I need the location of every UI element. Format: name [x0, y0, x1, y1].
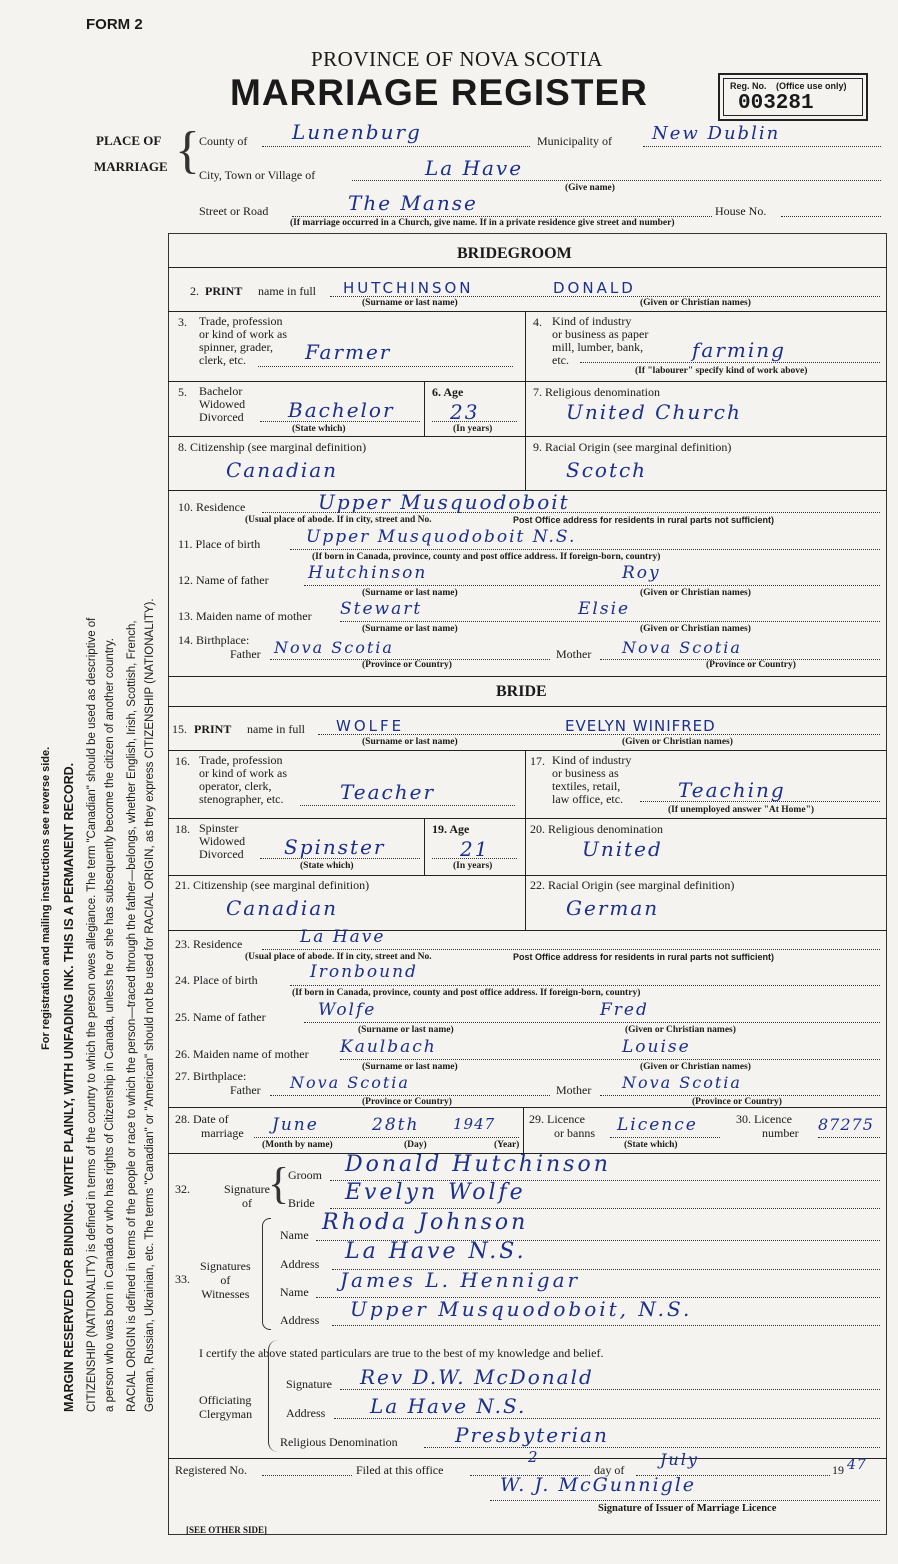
groom-father-surname-note: (Surname or last name): [362, 588, 458, 598]
filed-year-prefix: 19: [832, 1463, 844, 1477]
groom-surname: HUTCHINSON: [343, 279, 474, 297]
margin-instructions: For registration and mailing instructions see reverse side.: [40, 746, 52, 1050]
groom-signature: Donald Hutchinson: [345, 1152, 611, 1177]
groom-father-birth: Nova Scotia: [274, 638, 394, 657]
officiating-label: [199, 1393, 252, 1421]
county-value: Lunenburg: [292, 120, 422, 144]
month-note: (Month by name): [262, 1140, 333, 1150]
f29-line: or banns: [554, 1126, 595, 1140]
bride-mother-surname: Kaulbach: [340, 1037, 437, 1057]
municipality-value: New Dublin: [652, 123, 781, 144]
groom-f13-label: 13. Maiden name of mother: [178, 609, 312, 623]
bride-mother-prov-note: (Province or Country): [692, 1097, 782, 1107]
bride-f15-label: name in full: [247, 722, 305, 736]
f28-line: marriage: [201, 1126, 244, 1140]
bride-f19-label: 19. Age: [432, 822, 470, 836]
groom-heading: BRIDEGROOM: [457, 245, 572, 262]
bride-f24-label: 24. Place of birth: [175, 973, 258, 987]
groom-f4-note: (If "labourer" specify kind of work above): [635, 366, 808, 376]
f28-line: 28. Date of: [175, 1112, 229, 1126]
form-label: FORM 2: [86, 16, 143, 33]
f30-line: 30. Licence: [736, 1112, 792, 1126]
groom-f4-line: or business as paper: [552, 327, 649, 341]
officiating-line: Officiating: [199, 1393, 252, 1407]
bride-residence-note: (Usual place of abode. If in city, street and No.: [245, 952, 432, 962]
bride-industry: Teaching: [678, 778, 786, 802]
bride-f17-note: (If unemployed answer "At Home"): [668, 805, 815, 815]
clergy-brace: [268, 1340, 287, 1452]
bride-f17-line: Kind of industry: [552, 753, 632, 767]
groom-sig-label: Groom: [288, 1168, 322, 1182]
bride-father-given-note: (Given or Christian names): [625, 1025, 736, 1035]
bride-mother-given-note: (Given or Christian names): [640, 1062, 751, 1072]
f30-label: [736, 1112, 799, 1140]
bride-f26-label: 26. Maiden name of mother: [175, 1047, 309, 1061]
bride-mother-birth-label: Mother: [556, 1083, 592, 1097]
bride-racial: German: [566, 896, 660, 920]
bride-f18-line: Divorced: [199, 847, 244, 861]
city-value: La Have: [425, 156, 524, 180]
groom-religion: United Church: [566, 400, 742, 424]
groom-age: 23: [450, 400, 480, 424]
marriage-year: 1947: [453, 1115, 496, 1133]
groom-trade: Farmer: [305, 340, 392, 364]
bride-birthplace: Ironbound: [310, 962, 418, 982]
bride-f16-line: or kind of work as: [199, 766, 287, 780]
bride-father-prov-note: (Province or Country): [362, 1097, 452, 1107]
margin-citizenship-2: a person who was born in Canada or who has rights of Citizenship in Canada, unless he or she has subsequently become the citizen of another country.: [104, 638, 116, 1412]
reg-no-note: (Office use only): [776, 81, 847, 91]
place-heading-2: MARRIAGE: [94, 159, 168, 174]
groom-f5-line: Widowed: [199, 397, 246, 411]
bride-f18-line: Widowed: [199, 834, 246, 848]
sig-brace: {: [268, 1159, 290, 1208]
groom-f10-label: 10. Residence: [178, 500, 246, 514]
bride-religion: United: [582, 837, 663, 861]
bride-status: Spinster: [284, 835, 386, 859]
groom-f5-line: Bachelor: [199, 384, 243, 398]
bride-father-surname: Wolfe: [318, 1000, 377, 1020]
bride-f18-label: [199, 822, 245, 861]
w1-address: La Have N.S.: [345, 1239, 527, 1264]
groom-citizenship: Canadian: [226, 458, 339, 482]
bride-sig-label: Bride: [288, 1196, 315, 1210]
bride-f21-label: 21. Citizenship (see marginal definition): [175, 878, 370, 892]
bride-citizenship: Canadian: [226, 896, 339, 920]
groom-f3-line: clerk, etc.: [199, 353, 246, 367]
bride-f16-label: [199, 754, 287, 806]
filed-month: July: [660, 1450, 699, 1469]
city-label: City, Town or Village of: [199, 168, 316, 182]
bride-birthplace-note: (If born in Canada, province, county and post office address. If foreign-born, country): [292, 988, 641, 998]
filed-label: Filed at this office: [356, 1463, 444, 1477]
groom-mother-surname: Stewart: [340, 599, 423, 619]
groom-f5-num: 5.: [178, 385, 187, 399]
marriage-month: June: [272, 1115, 319, 1135]
groom-f4-num: 4.: [533, 315, 542, 329]
groom-mother-surname-note: (Surname or last name): [362, 624, 458, 634]
f33-line: of: [220, 1273, 231, 1287]
f32-line: of: [242, 1196, 252, 1210]
bride-given-note: (Given or Christian names): [622, 737, 733, 747]
bride-age: 21: [460, 837, 490, 861]
groom-age-note: (In years): [453, 424, 493, 434]
groom-f6-label: 6. Age: [432, 385, 464, 399]
street-value: The Manse: [348, 191, 478, 215]
bride-f23-label: 23. Residence: [175, 937, 243, 951]
groom-f12-label: 12. Name of father: [178, 573, 269, 587]
f32-num: 32.: [175, 1182, 190, 1196]
groom-mother-prov-note: (Province or Country): [706, 660, 796, 670]
licence-number: 87275: [818, 1115, 874, 1134]
bride-mother-surname-note: (Surname or last name): [362, 1062, 458, 1072]
filed-day: 2: [528, 1448, 540, 1466]
f33-line: Witnesses: [201, 1287, 250, 1301]
groom-f11-label: 11. Place of birth: [178, 537, 261, 551]
groom-mother-birth: Nova Scotia: [622, 638, 742, 657]
margin-racial-2: German, Russian, Ukrainian, etc. The terms "Canadian" or "American" should not be used for RACIAL ORIGIN, as they express CITIZENSHIP (NATIONALITY).: [144, 598, 156, 1412]
clergy-denomination: Presbyterian: [455, 1423, 609, 1447]
issuer-signature: W. J. McGunnigle: [500, 1474, 697, 1496]
clergy-address: La Have N.S.: [370, 1394, 527, 1418]
w2-name-label: Name: [280, 1285, 309, 1299]
bride-mother-birth: Nova Scotia: [622, 1073, 742, 1092]
groom-racial: Scotch: [566, 458, 648, 482]
county-label: County of: [199, 134, 248, 148]
registered-label: Registered No.: [175, 1463, 247, 1477]
f33-line: Signatures: [200, 1259, 251, 1273]
officiating-line: Clergyman: [199, 1407, 253, 1421]
bride-surname-note: (Surname or last name): [362, 737, 458, 747]
bride-given: EVELYN WINIFRED: [565, 717, 716, 735]
groom-f2-label: name in full: [258, 284, 316, 298]
clergy-signature: Rev D.W. McDonald: [360, 1365, 594, 1389]
clergy-address-label: Address: [286, 1406, 326, 1420]
bride-age-note: (In years): [453, 861, 493, 871]
groom-residence-note-b: Post Office address for residents in rural parts not sufficient): [513, 515, 775, 525]
reg-no-label: Reg. No.: [730, 81, 767, 91]
w2-address-label: Address: [280, 1313, 320, 1327]
groom-f4-label: [552, 315, 648, 367]
bride-mother-given: Louise: [622, 1037, 691, 1057]
place-heading-1: PLACE OF: [96, 133, 162, 148]
groom-f7-label: 7. Religious denomination: [533, 385, 660, 399]
groom-father-birth-label: Father: [230, 647, 261, 661]
f33-label: [200, 1259, 251, 1301]
day-of-label: day of: [594, 1463, 625, 1477]
bride-status-note: (State which): [300, 861, 354, 871]
reg-no-box: [718, 73, 868, 121]
year-note: (Year): [494, 1140, 520, 1150]
bride-f16-num: 16.: [175, 754, 190, 768]
w1-name: Rhoda Johnson: [322, 1210, 529, 1235]
marriage-day: 28th: [372, 1115, 420, 1135]
groom-f3-line: spinner, grader,: [199, 340, 274, 354]
f29-label: [529, 1112, 595, 1140]
licence-type: Licence: [617, 1115, 698, 1135]
groom-f4-line: etc.: [552, 353, 569, 367]
groom-f3-line: or kind of work as: [199, 327, 287, 341]
groom-residence: Upper Musquodoboit: [318, 490, 570, 514]
province-heading: PROVINCE OF NOVA SCOTIA: [311, 47, 603, 71]
groom-birthplace-note: (If born in Canada, province, county and post office address. If foreign-born, country): [312, 552, 661, 562]
groom-f4-line: mill, lumber, bank,: [552, 340, 644, 354]
groom-given-note: (Given or Christian names): [640, 298, 751, 308]
margin-racial-1: RACIAL ORIGIN is defined in terms of the people or race to which the person—traced through the father—belongs, whether English, Irish, Scottish, French,: [126, 620, 138, 1412]
witness-brace: [262, 1218, 271, 1330]
municipality-label: Municipality of: [537, 134, 612, 148]
groom-father-prov-note: (Province or Country): [362, 660, 452, 670]
bride-f18-num: 18.: [175, 822, 190, 836]
clergy-sig-label: Signature: [286, 1377, 332, 1391]
bride-surname: WOLFE: [336, 717, 405, 735]
w2-address: Upper Musquodoboit, N.S.: [350, 1297, 693, 1321]
groom-industry: farming: [692, 338, 786, 362]
bride-f17-line: textiles, retail,: [552, 779, 621, 793]
day-note: (Day): [404, 1140, 427, 1150]
bride-heading: BRIDE: [496, 683, 547, 700]
groom-f5-line: Divorced: [199, 410, 244, 424]
bride-f16-line: stenographer, etc.: [199, 792, 284, 806]
street-note: (If marriage occurred in a Church, give name. If in a private residence give street and number): [290, 218, 675, 228]
groom-f8-label: 8. Citizenship (see marginal definition): [178, 440, 367, 454]
bride-f17-num: 17.: [530, 754, 545, 768]
certify-text: I certify the above stated particulars are true to the best of my knowledge and belief.: [199, 1346, 604, 1360]
groom-birthplace: Upper Musquodoboit N.S.: [306, 527, 577, 547]
bride-f20-label: 20. Religious denomination: [530, 822, 663, 836]
bride-residence-note-b: Post Office address for residents in rural parts not sufficient): [513, 952, 775, 962]
groom-surname-note: (Surname or last name): [362, 298, 458, 308]
bride-father-surname-note: (Surname or last name): [358, 1025, 454, 1035]
reg-no-value: 003281: [738, 92, 814, 115]
bride-f17-label: [552, 754, 631, 806]
groom-status: Bachelor: [288, 398, 395, 422]
issuer-label: Signature of Issuer of Marriage Licence: [598, 1503, 777, 1514]
groom-f9-label: 9. Racial Origin (see marginal definition): [533, 440, 732, 454]
bride-f15-label-print: PRINT: [194, 722, 232, 736]
groom-f2-label-print: PRINT: [205, 284, 243, 298]
w1-name-label: Name: [280, 1228, 309, 1242]
groom-f3-line: Trade, profession: [199, 314, 283, 328]
groom-given: DONALD: [553, 279, 636, 297]
bride-f25-label: 25. Name of father: [175, 1010, 266, 1024]
bride-f15-num: 15.: [172, 722, 187, 736]
groom-f4-line: Kind of industry: [552, 314, 632, 328]
bride-f16-line: Trade, profession: [199, 753, 283, 767]
groom-f5-label: [199, 385, 245, 424]
w1-address-label: Address: [280, 1257, 320, 1271]
bride-f27-label: 27. Birthplace:: [175, 1069, 247, 1083]
groom-father-surname: Hutchinson: [308, 563, 428, 583]
bride-f17-line: or business as: [552, 766, 619, 780]
bride-signature: Evelyn Wolfe: [345, 1180, 526, 1205]
bride-f22-label: 22. Racial Origin (see marginal definition): [530, 878, 735, 892]
w2-name: James L. Hennigar: [340, 1268, 581, 1292]
groom-father-given-note: (Given or Christian names): [640, 588, 751, 598]
f28-label: [175, 1112, 244, 1140]
state-which-note: (State which): [624, 1140, 678, 1150]
f29-line: 29. Licence: [529, 1112, 585, 1126]
groom-status-note: (State which): [292, 424, 346, 434]
margin-warning: MARGIN RESERVED FOR BINDING. WRITE PLAINLY, WITH UNFADING INK. THIS IS A PERMANENT RECORD.: [62, 762, 76, 1412]
f32-line: Signature: [224, 1182, 270, 1196]
bride-father-given: Fred: [600, 1000, 649, 1020]
bride-father-birth-label: Father: [230, 1083, 261, 1097]
city-note: (Give name): [565, 183, 615, 193]
brace: {: [175, 122, 200, 179]
f32-label: [224, 1182, 270, 1210]
f33-num: 33.: [175, 1272, 190, 1286]
groom-mother-given: Elsie: [578, 599, 631, 619]
groom-f3-label: [199, 315, 287, 367]
filed-year-suffix: 47: [847, 1457, 867, 1473]
groom-f3-num: 3.: [178, 315, 187, 329]
see-other-side: [SEE OTHER SIDE]: [186, 1525, 268, 1535]
groom-mother-given-note: (Given or Christian names): [640, 624, 751, 634]
margin-citizenship-1: CITIZENSHIP (NATIONALITY) is defined in terms of the country to which the person owes allegiance. The term "Canadian" should be used as descriptive of: [86, 617, 98, 1412]
groom-mother-birth-label: Mother: [556, 647, 592, 661]
bride-f17-line: law office, etc.: [552, 792, 624, 806]
street-label: Street or Road: [199, 204, 269, 218]
groom-residence-note: (Usual place of abode. If in city, street and No.: [245, 515, 432, 525]
groom-f2-num: 2.: [190, 284, 199, 298]
f30-line: number: [762, 1126, 799, 1140]
bride-father-birth: Nova Scotia: [290, 1073, 410, 1092]
bride-f18-line: Spinster: [199, 821, 239, 835]
groom-f14-label: 14. Birthplace:: [178, 633, 250, 647]
bride-trade: Teacher: [340, 780, 436, 804]
house-label: House No.: [715, 204, 767, 218]
relig-denom-label: Religious Denomination: [280, 1435, 398, 1449]
page-title: MARRIAGE REGISTER: [230, 72, 648, 113]
bride-residence: La Have: [300, 927, 386, 947]
groom-father-given: Roy: [622, 563, 661, 583]
bride-f16-line: operator, clerk,: [199, 779, 272, 793]
